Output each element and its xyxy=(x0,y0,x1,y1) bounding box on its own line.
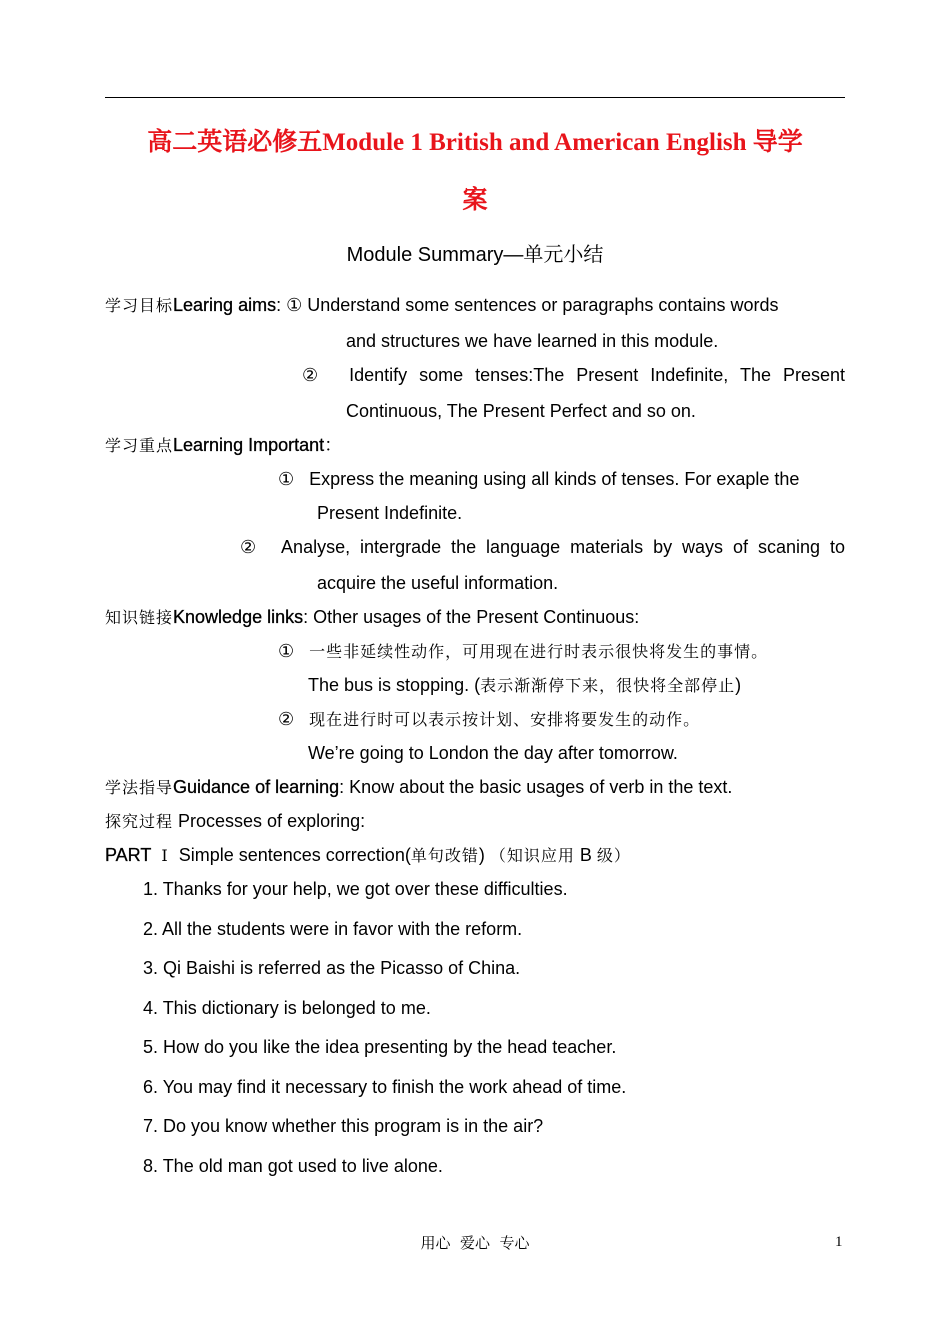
important-line-4 xyxy=(240,535,845,559)
document-title-continued: 案 xyxy=(462,187,488,214)
page-number: 1 xyxy=(835,1234,843,1250)
guidance-label-rest: : Know about the basic usages of verb in the text. xyxy=(339,777,733,797)
part1-numeral: Ⅰ xyxy=(161,846,169,865)
sentence-6: 6. You may find it necessary to finish the work ahead of time. xyxy=(143,1077,627,1097)
links-item1-example: The bus is stopping. ( xyxy=(308,675,481,695)
sentence-1: 1. Thanks for your help, we got over these difficulties. xyxy=(143,879,568,899)
links-item1-example-end: ) xyxy=(735,675,742,695)
part1-title-cn3: 级） xyxy=(596,846,631,865)
important-item2-mark: ② xyxy=(240,537,262,557)
links-label-rest: : Other usages of the Present Continuous: xyxy=(303,607,640,627)
sentence-2: 2. All the students were in favor with the reform. xyxy=(143,919,523,939)
important-item1-text: Express the meaning using all kinds of tenses. For exaple the xyxy=(309,469,800,489)
document-title: 高二英语必修五Module 1 British and American English 导学 xyxy=(147,129,803,156)
guidance-label-en: Guidance of learning xyxy=(173,777,340,797)
process-line xyxy=(105,809,365,834)
links-label-cn: 知识链接 xyxy=(105,608,174,627)
aims-label-en: Learing aims xyxy=(173,295,277,315)
part1-label: PART xyxy=(105,845,152,865)
important-line-2 xyxy=(278,467,799,491)
aims-label-cn: 学习目标 xyxy=(105,296,174,315)
part1-title-cn: 单句改错 xyxy=(410,846,479,865)
aims-item2-text: Identify some tenses:The Present Indefinite, The Present xyxy=(349,365,846,385)
guidance-line xyxy=(105,775,732,800)
aims-line-1 xyxy=(105,293,778,318)
links-item2-mark: ② xyxy=(278,709,295,729)
header-rule xyxy=(105,97,845,98)
links-line-2 xyxy=(278,639,768,664)
part1-title-cn2: （知识应用 xyxy=(489,846,575,865)
important-line-5: acquire the useful information. xyxy=(317,573,559,593)
important-label-cn: 学习重点 xyxy=(105,436,174,455)
process-label-cn: 探究过程 xyxy=(105,812,174,831)
process-label-rest: Processes of exploring: xyxy=(173,811,366,831)
aims-line-2: and structures we have learned in this module. xyxy=(346,331,719,351)
links-item1-text: 一些非延续性动作，可用现在进行时表示很快将发生的事情。 xyxy=(309,642,769,661)
links-label-en: Knowledge links xyxy=(173,607,304,627)
aims-item2-mark: ② xyxy=(302,365,326,385)
important-line-3: Present Indefinite. xyxy=(317,503,463,523)
sentence-5: 5. How do you like the idea presenting by the head teacher. xyxy=(143,1037,617,1057)
sentence-3: 3. Qi Baishi is referred as the Picasso of China. xyxy=(143,958,521,978)
links-line-3 xyxy=(308,673,741,698)
part1-heading xyxy=(105,843,631,868)
important-item1-mark: ① xyxy=(278,469,295,489)
links-line-1 xyxy=(105,605,639,630)
guidance-label-cn: 学法指导 xyxy=(105,778,174,797)
sentence-4: 4. This dictionary is belonged to me. xyxy=(143,998,431,1018)
links-item1-example-cn: 表示渐渐停下来，很快将全部停止 xyxy=(480,676,736,695)
part1-title: Simple sentences correction( xyxy=(178,845,411,865)
page-footer xyxy=(0,1232,950,1253)
aims-line-3 xyxy=(302,363,845,387)
links-item1-mark: ① xyxy=(278,641,295,661)
important-label-en: Learning Important xyxy=(173,435,325,455)
important-label-colon: ： xyxy=(324,435,343,455)
links-line-4 xyxy=(278,707,700,732)
part1-title-end: ) xyxy=(478,845,485,865)
part1-title-level: B xyxy=(574,845,597,865)
aims-line-4: Continuous, The Present Perfect and so on. xyxy=(346,401,696,421)
footer-text: 用心 爱心 专心 xyxy=(420,1234,530,1252)
links-item2-text: 现在进行时可以表示按计划、安排将要发生的动作。 xyxy=(309,710,701,729)
module-summary-heading: Module Summary—单元小结 xyxy=(346,244,604,266)
sentence-7: 7. Do you know whether this program is in the air? xyxy=(143,1116,544,1136)
aims-item1-text: : ① Understand some sentences or paragraphs contains words xyxy=(276,295,779,315)
important-line-1 xyxy=(105,433,342,458)
links-line-5: We’re going to London the day after tomorrow. xyxy=(308,743,678,763)
sentence-8: 8. The old man got used to live alone. xyxy=(143,1156,443,1176)
important-item2-text: Analyse, intergrade the language materials by ways of scaning to xyxy=(281,537,845,557)
